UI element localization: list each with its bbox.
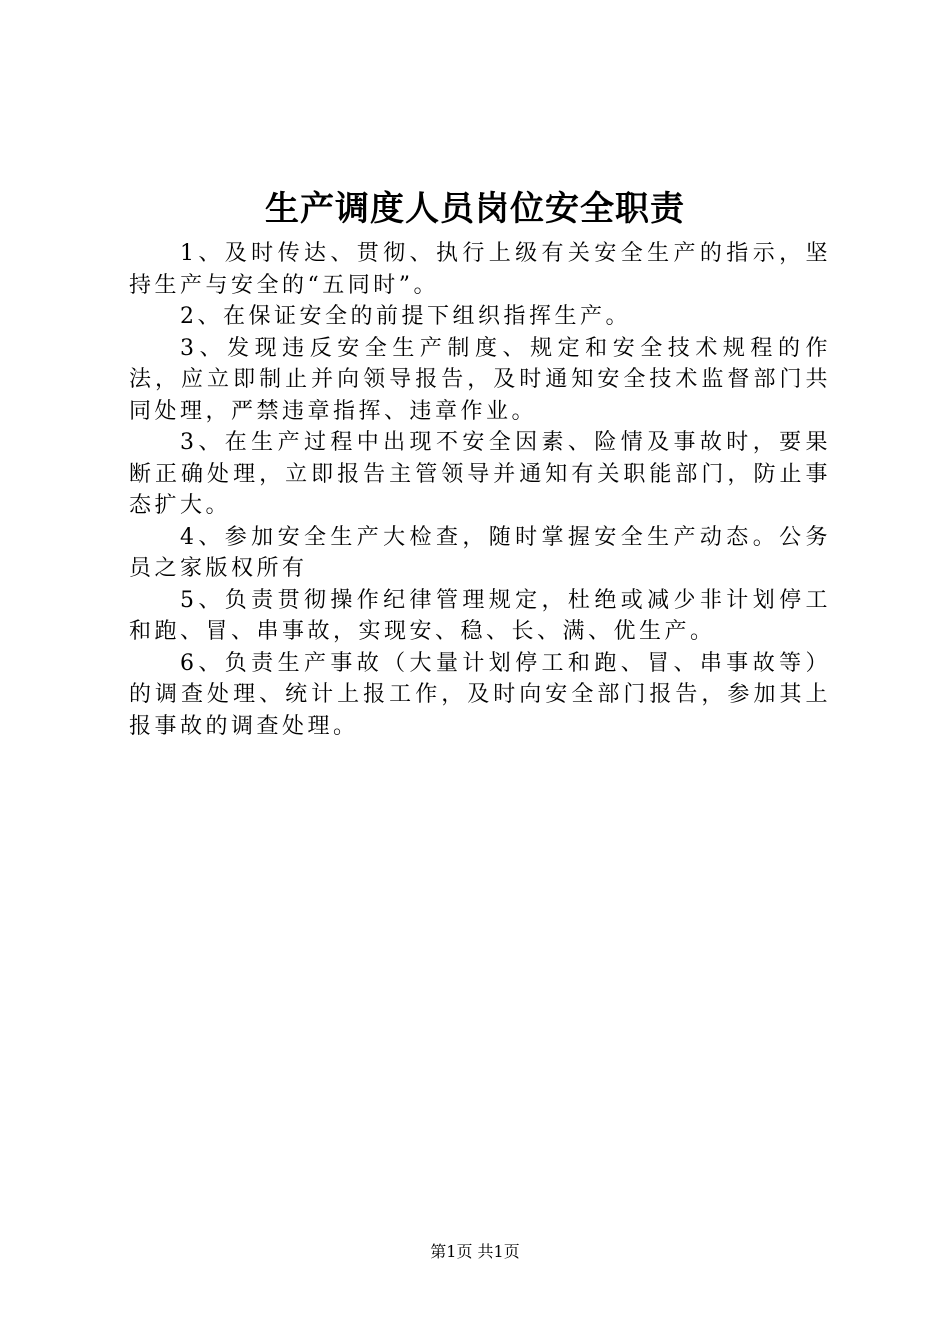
document-body	[129, 238, 831, 742]
page-footer: 第1页 共1页	[430, 1242, 520, 1261]
paragraph-4: 3、在生产过程中出现不安全因素、险情及事故时，要果断正确处理，立即报告主管领导并通知有关职能部门，防止事态扩大。	[129, 430, 831, 518]
paragraph-6: 5、负责贯彻操作纪律管理规定，杜绝或减少非计划停工和跑、冒、串事故，实现安、稳、长、满、优生产。	[129, 587, 831, 644]
document-title: 生产调度人员岗位安全职责	[265, 189, 685, 229]
paragraph-2: 2、在保证安全的前提下组织指挥生产。	[180, 304, 631, 329]
paragraph-7: 6、负责生产事故（大量计划停工和跑、冒、串事故等）的调查处理、统计上报工作，及时向安全部门报告，参加其上报事故的调查处理。	[129, 650, 831, 739]
paragraph-3: 3、发现违反安全生产制度、规定和安全技术规程的作法，应立即制止并向领导报告，及时通知安全技术监督部门共同处理，严禁违章指挥、违章作业。	[129, 335, 831, 424]
paragraph-1: 1、及时传达、贯彻、执行上级有关安全生产的指示，坚持生产与安全的“五同时”。	[129, 241, 831, 298]
paragraph-5: 4、参加安全生产大检查，随时掌握安全生产动态。公务员之家版权所有	[129, 524, 831, 581]
